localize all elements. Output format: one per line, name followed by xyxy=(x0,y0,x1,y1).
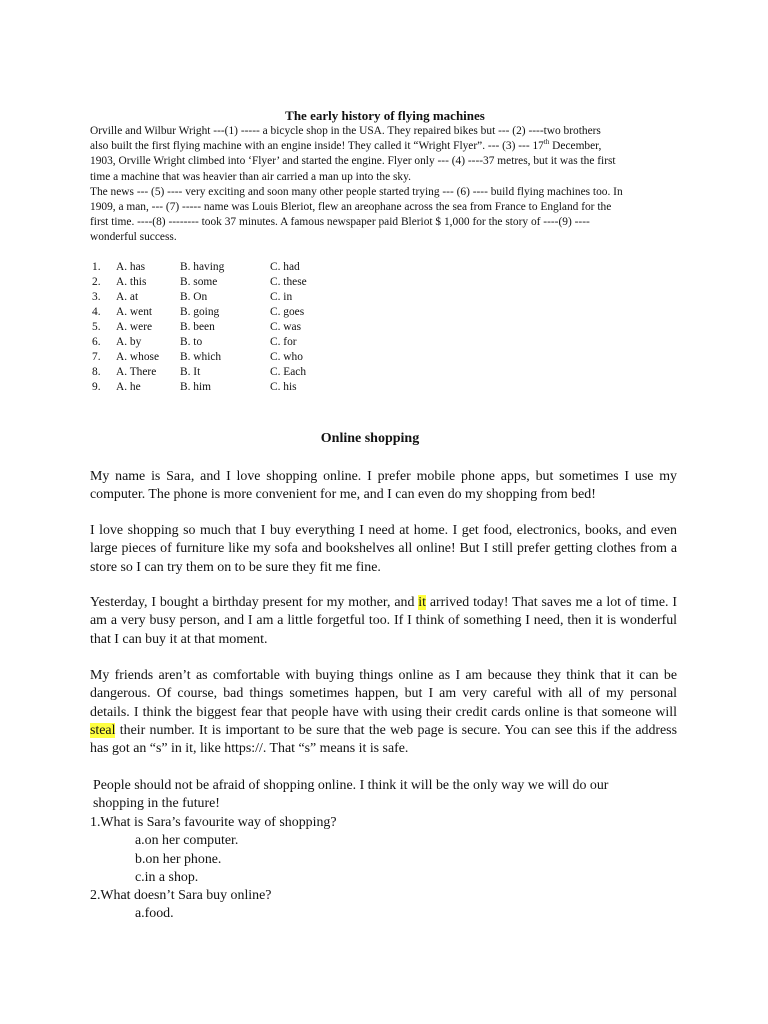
option-c: C. was xyxy=(270,321,302,333)
option-a: A. has xyxy=(116,261,146,273)
text-line: Orville and Wilbur Wright ---(1) ----- a bicycle shop in the USA. They repaired bikes but --- (2) ----two brothers xyxy=(90,125,601,137)
option-a: A. by xyxy=(116,336,142,348)
paragraph-5 xyxy=(93,777,693,814)
option-c: C. had xyxy=(270,261,300,273)
option-number: 2. xyxy=(92,276,101,288)
option-row xyxy=(92,260,330,275)
option-a: A. this xyxy=(116,276,147,288)
superscript: th xyxy=(543,138,550,147)
paragraph xyxy=(90,185,682,246)
paragraph-1: My name is Sara, and I love shopping online. I prefer mobile phone apps, but sometimes I use my computer. The phone is more convenient for me, and I can even do my shopping from bed! xyxy=(90,469,677,503)
option-row xyxy=(92,305,330,320)
text-line: first time. ----(8) -------- took 37 minutes. A famous newspaper paid Bleriot $ 1,000 for the story of ----(9) ---- xyxy=(90,216,590,229)
option-number: 4. xyxy=(92,306,101,318)
flying-machines-text xyxy=(90,124,682,246)
paragraph-3 xyxy=(90,594,677,649)
paragraph xyxy=(90,124,682,185)
option-b: B. having xyxy=(180,261,225,273)
question: 1.What is Sara’s favourite way of shopping? xyxy=(90,815,337,830)
option-a: A. whose xyxy=(116,351,160,363)
text-line: also built the first flying machine with an engine inside! They called it “Wright Flyer”. --- (3) --- 17 xyxy=(90,140,544,153)
text-run: their number. It is important to be sure that the web page is secure. You can see this if the address has got an “s” in it, like https://. That “s” means it is safe. xyxy=(90,722,677,757)
option-row xyxy=(92,335,330,350)
option-c: C. in xyxy=(270,291,293,303)
option-row xyxy=(92,350,330,365)
question-option: c.in a shop. xyxy=(135,869,199,885)
option-row xyxy=(92,290,330,305)
option-b: B. On xyxy=(180,291,208,303)
option-a: A. he xyxy=(116,381,141,393)
option-a: A. There xyxy=(116,366,157,378)
option-c: C. for xyxy=(270,336,297,348)
option-row xyxy=(92,275,330,290)
option-c: C. who xyxy=(270,351,303,363)
text-line: time a machine that was heavier than air carried a man up into the sky. xyxy=(90,170,411,183)
option-number: 1. xyxy=(92,261,101,273)
option-c: C. Each xyxy=(270,366,307,378)
option-b: B. which xyxy=(180,351,222,363)
option-number: 7. xyxy=(92,351,101,363)
option-b: B. been xyxy=(180,321,215,333)
paragraph-2: I love shopping so much that I buy everything I need at home. I get food, electronics, books, and even large pieces of furniture like my sofa and bookshelves all online! But I still prefer getting clothes from a store so I can try them on to be sure they fit me fine. xyxy=(90,523,677,575)
option-number: 6. xyxy=(92,336,101,348)
text-line: The news --- (5) ---- very exciting and soon many other people started trying --- (6) ---- build flying machines too. In xyxy=(90,185,623,198)
question: 2.What doesn’t Sara buy online? xyxy=(90,888,272,904)
option-number: 5. xyxy=(92,321,101,333)
answer-options-list xyxy=(92,260,330,395)
option-a: A. were xyxy=(116,321,153,333)
section-title-online-shopping: Online shopping xyxy=(320,431,420,446)
question-option: b.on her phone. xyxy=(135,851,222,867)
text-run: arrived today! That saves me a lot of time. I am a very busy person, and I am a little forgetful too. If I think of something I need, then it is wonderful that I can buy it at that moment. xyxy=(90,595,677,647)
option-number: 8. xyxy=(92,366,101,378)
text-line: shopping in the future! xyxy=(93,796,220,812)
section-title-flying-machines: The early history of flying machines xyxy=(285,108,485,123)
option-b: B. It xyxy=(180,366,201,378)
highlighted-word: it xyxy=(418,595,426,610)
highlighted-word: steal xyxy=(90,722,116,738)
option-c: C. his xyxy=(270,381,297,393)
option-row xyxy=(92,320,330,335)
option-b: B. some xyxy=(180,276,218,288)
option-number: 9. xyxy=(92,381,101,393)
text-run: My friends aren’t as comfortable with buying things online as I am because they think that it can be dangerous. Of course, bad things sometimes happen, but I am very careful with all of my personal details. I think the biggest fear that people have with using their credit cards online is that someone will xyxy=(90,668,677,720)
option-number: 3. xyxy=(92,291,101,303)
option-a: A. went xyxy=(116,306,153,318)
option-b: B. going xyxy=(180,306,220,318)
option-row xyxy=(92,365,330,380)
text-line: wonderful success. xyxy=(90,231,177,244)
option-c: C. these xyxy=(270,276,307,288)
paragraph-4 xyxy=(90,667,677,758)
option-a: A. at xyxy=(116,291,139,303)
question-option: a.food. xyxy=(135,906,174,922)
text-line: December, xyxy=(549,140,602,153)
option-b: B. him xyxy=(180,381,212,393)
text-line: 1903, Orville Wright climbed into ‘Flyer’ and started the engine. Flyer only --- (4) ----37 metres, but it was the first xyxy=(90,155,616,168)
comprehension-questions xyxy=(90,814,337,924)
text-line: People should not be afraid of shopping online. I think it will be the only way we will do our xyxy=(93,778,609,793)
option-row xyxy=(92,380,330,395)
text-run: Yesterday, I bought a birthday present for my mother, and xyxy=(90,595,419,610)
question-option: a.on her computer. xyxy=(135,833,239,849)
text-line: 1909, a man, --- (7) ----- name was Louis Bleriot, flew an areophane across the sea from France to England for the xyxy=(90,201,612,214)
option-c: C. goes xyxy=(270,306,305,318)
option-b: B. to xyxy=(180,336,203,348)
